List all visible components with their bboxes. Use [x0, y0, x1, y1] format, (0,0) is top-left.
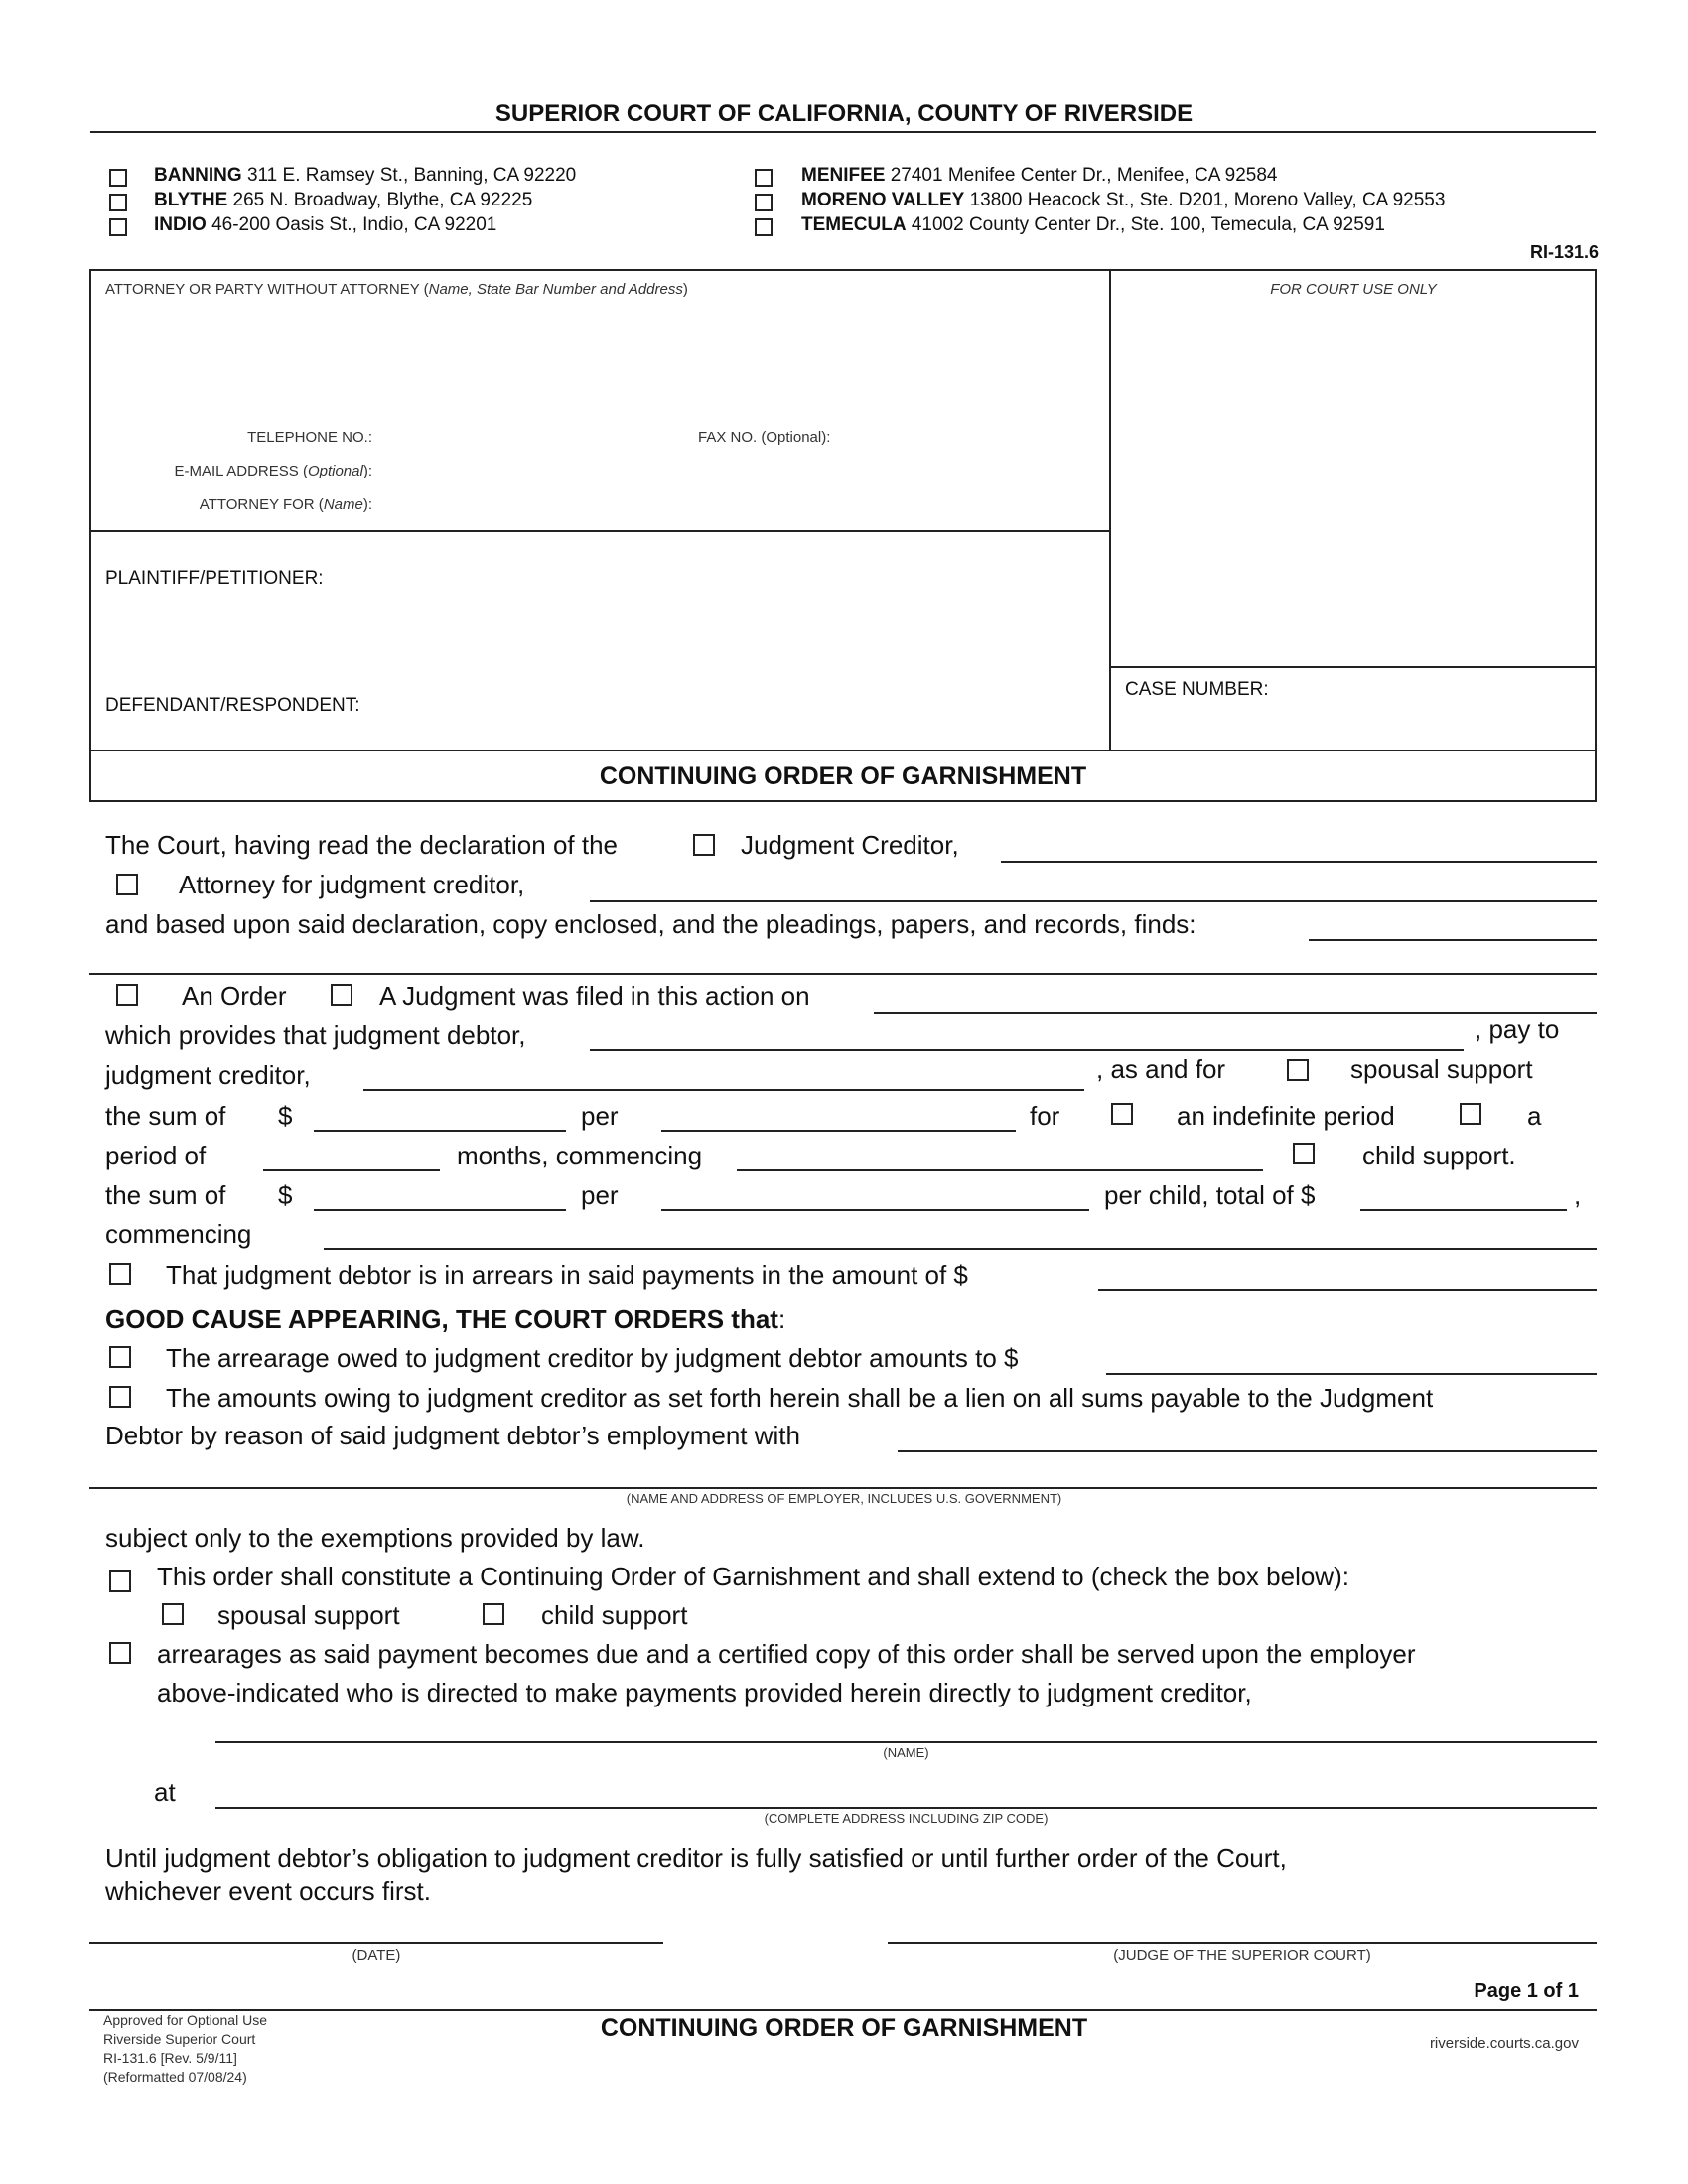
location-temecula: TEMECULA 41002 County Center Dr., Ste. 100, Temecula, CA 92591 — [801, 214, 1385, 235]
judge-signature-line[interactable] — [888, 1942, 1597, 1944]
until-text-line1: Until judgment debtor’s obligation to judgment creditor is fully satisfied or until further order of the Court, — [105, 1843, 1287, 1873]
title-row-divider — [89, 750, 1597, 751]
page-number: Page 1 of 1 — [1474, 1980, 1579, 2002]
attorney-label: ATTORNEY OR PARTY WITHOUT ATTORNEY (Name, State Bar Number and Address) — [105, 281, 688, 298]
location-indio: INDIO 46-200 Oasis St., Indio, CA 92201 — [154, 214, 497, 235]
location-blythe: BLYTHE 265 N. Broadway, Blythe, CA 92225 — [154, 190, 533, 210]
child-per-line[interactable] — [661, 1209, 1089, 1211]
as-and-for-text: , as and for — [1096, 1054, 1226, 1084]
footer-rule — [89, 2009, 1597, 2011]
lien-text-line2: Debtor by reason of said judgment debtor’s employment with — [105, 1421, 800, 1450]
spousal-support-checkbox[interactable] — [1287, 1059, 1309, 1081]
location-menifee: MENIFEE 27401 Menifee Center Dr., Menifee, CA 92584 — [801, 165, 1278, 186]
period-of-text: period of — [105, 1141, 207, 1170]
a-judgment-checkbox[interactable] — [331, 984, 352, 1006]
attorney-for-label: ATTORNEY FOR (Name): — [199, 496, 372, 513]
arrearages-checkbox[interactable] — [109, 1642, 131, 1664]
footer-website[interactable]: riverside.courts.ca.gov — [1429, 2035, 1579, 2052]
judgment-creditor-text: judgment creditor, — [105, 1060, 311, 1090]
spousal-support-label: spousal support — [1350, 1054, 1533, 1084]
date-caption: (DATE) — [352, 1947, 401, 1964]
arrears-checkbox[interactable] — [109, 1263, 131, 1285]
filed-on-line[interactable] — [874, 1012, 1597, 1014]
form-number: RI-131.6 — [1529, 242, 1599, 262]
fax-label: FAX NO. (Optional): — [698, 429, 831, 446]
indefinite-period-checkbox[interactable] — [1111, 1103, 1133, 1125]
months-commencing-text: months, commencing — [457, 1141, 703, 1170]
continuing-order-text: This order shall constitute a Continuing Order of Garnishment and shall extend to (check the box below): — [157, 1562, 1349, 1591]
header-rule — [90, 131, 1596, 133]
footer-court: Riverside Superior Court — [103, 2031, 256, 2047]
judgment-creditor-name-line[interactable] — [363, 1089, 1084, 1091]
an-order-checkbox[interactable] — [116, 984, 138, 1006]
an-order-label: An Order — [182, 981, 287, 1011]
case-number-label: CASE NUMBER: — [1125, 679, 1269, 700]
footer-approved: Approved for Optional Use — [103, 2012, 267, 2028]
per-text-1: per — [581, 1101, 619, 1131]
sum-of-text-1: the sum of — [105, 1101, 226, 1131]
judge-caption: (JUDGE OF THE SUPERIOR COURT) — [1113, 1947, 1371, 1964]
arrearage-owed-line[interactable] — [1106, 1373, 1597, 1375]
judgment-creditor-label: Judgment Creditor, — [741, 830, 959, 860]
continuing-order-checkbox[interactable] — [109, 1570, 131, 1592]
payee-address-line[interactable] — [215, 1807, 1597, 1809]
months-commencing-line[interactable] — [737, 1169, 1263, 1171]
name-caption: (NAME) — [883, 1745, 929, 1760]
defendant-label: DEFENDANT/RESPONDENT: — [105, 695, 360, 716]
employer-caption: (NAME AND ADDRESS OF EMPLOYER, INCLUDES U.S. GOVERNMENT) — [626, 1491, 1062, 1506]
child-support-extend-label: child support — [541, 1600, 688, 1630]
subject-only-text: subject only to the exemptions provided by law. — [105, 1523, 645, 1553]
menifee-checkbox[interactable] — [755, 169, 773, 187]
months-line[interactable] — [263, 1169, 440, 1171]
date-line[interactable] — [89, 1942, 663, 1944]
court-use-label: FOR COURT USE ONLY — [1270, 281, 1437, 298]
indefinite-period-label: an indefinite period — [1177, 1101, 1395, 1131]
banning-checkbox[interactable] — [109, 169, 127, 187]
a-text: a — [1527, 1101, 1542, 1131]
attorney-box-divider — [89, 530, 1111, 532]
child-support-checkbox[interactable] — [1293, 1143, 1315, 1164]
dollar-sign-2: $ — [278, 1180, 293, 1210]
attorney-for-creditor-line[interactable] — [590, 900, 1597, 902]
a-judgment-label: A Judgment was filed in this action on — [379, 981, 810, 1011]
temecula-checkbox[interactable] — [755, 218, 773, 236]
telephone-label: TELEPHONE NO.: — [247, 429, 372, 446]
location-banning: BANNING 311 E. Ramsey St., Banning, CA 92220 — [154, 165, 577, 186]
arrears-amount-line[interactable] — [1098, 1289, 1597, 1291]
court-use-divider — [1109, 666, 1597, 668]
child-amount-line[interactable] — [314, 1209, 566, 1211]
judgment-creditor-line[interactable] — [1001, 861, 1597, 863]
until-text-line2: whichever event occurs first. — [105, 1876, 432, 1906]
court-title: SUPERIOR COURT OF CALIFORNIA, COUNTY OF RIVERSIDE — [494, 100, 1194, 127]
caption-box — [89, 269, 1597, 802]
dollar-sign-1: $ — [278, 1101, 293, 1131]
form-title: CONTINUING ORDER OF GARNISHMENT — [599, 762, 1087, 790]
arrearages-text-line1: arrearages as said payment becomes due and a certified copy of this order shall be served upon the employer — [157, 1639, 1416, 1669]
child-support-label: child support. — [1362, 1141, 1516, 1170]
finds-line[interactable] — [1309, 939, 1597, 941]
at-text: at — [154, 1777, 176, 1807]
spousal-support-extend-label: spousal support — [217, 1600, 400, 1630]
spousal-per-line[interactable] — [661, 1130, 1016, 1132]
payee-name-line[interactable] — [215, 1741, 1597, 1743]
moreno-valley-checkbox[interactable] — [755, 194, 773, 211]
which-provides-text: which provides that judgment debtor, — [105, 1021, 526, 1050]
footer-rev: RI-131.6 [Rev. 5/9/11] — [103, 2050, 237, 2066]
per-text-2: per — [581, 1180, 619, 1210]
footer-reformatted: (Reformatted 07/08/24) — [103, 2069, 247, 2085]
commencing-line[interactable] — [324, 1248, 1597, 1250]
plaintiff-label: PLAINTIFF/PETITIONER: — [105, 568, 324, 589]
based-upon-text: and based upon said declaration, copy enclosed, and the pleadings, papers, and records, finds: — [105, 909, 1196, 939]
caption-vertical-divider — [1109, 269, 1111, 751]
lien-text-line1: The amounts owing to judgment creditor as set forth herein shall be a lien on all sums payable to the Judgment — [166, 1383, 1434, 1413]
attorney-for-creditor-label: Attorney for judgment creditor, — [179, 870, 525, 899]
good-cause-heading: GOOD CAUSE APPEARING, THE COURT ORDERS that: — [105, 1304, 786, 1334]
child-support-extend-checkbox[interactable] — [483, 1603, 504, 1625]
spousal-amount-line[interactable] — [314, 1130, 566, 1132]
attorney-for-creditor-checkbox[interactable] — [116, 874, 138, 895]
footer-title: CONTINUING ORDER OF GARNISHMENT — [600, 2014, 1088, 2042]
per-child-total-text: per child, total of $ — [1104, 1180, 1316, 1210]
judgment-debtor-line[interactable] — [590, 1049, 1464, 1051]
commencing-text: commencing — [105, 1219, 252, 1249]
blythe-checkbox[interactable] — [109, 194, 127, 211]
employer-name-line[interactable] — [89, 1487, 1597, 1489]
judgment-creditor-checkbox[interactable] — [693, 834, 715, 856]
section-divider-1 — [89, 973, 1597, 975]
child-total-line[interactable] — [1360, 1209, 1567, 1211]
arrears-text: That judgment debtor is in arrears in said payments in the amount of $ — [166, 1260, 968, 1290]
court-read-text: The Court, having read the declaration of the — [105, 830, 618, 860]
arrearage-owed-checkbox[interactable] — [109, 1346, 131, 1368]
spousal-support-extend-checkbox[interactable] — [162, 1603, 184, 1625]
sum-of-text-2: the sum of — [105, 1180, 226, 1210]
period-of-checkbox[interactable] — [1460, 1103, 1481, 1125]
address-caption: (COMPLETE ADDRESS INCLUDING ZIP CODE) — [764, 1811, 1049, 1826]
for-text: for — [1030, 1101, 1060, 1131]
comma-text: , — [1574, 1180, 1582, 1210]
arrearages-text-line2: above-indicated who is directed to make payments provided herein directly to judgment creditor, — [157, 1678, 1252, 1707]
arrearage-owed-text: The arrearage owed to judgment creditor by judgment debtor amounts to $ — [166, 1343, 1019, 1373]
pay-to-text: , pay to — [1475, 1015, 1560, 1044]
location-moreno-valley: MORENO VALLEY 13800 Heacock St., Ste. D201, Moreno Valley, CA 92553 — [801, 190, 1446, 210]
email-label: E-MAIL ADDRESS (Optional): — [174, 463, 372, 479]
lien-checkbox[interactable] — [109, 1386, 131, 1408]
indio-checkbox[interactable] — [109, 218, 127, 236]
employer-line[interactable] — [898, 1450, 1597, 1452]
